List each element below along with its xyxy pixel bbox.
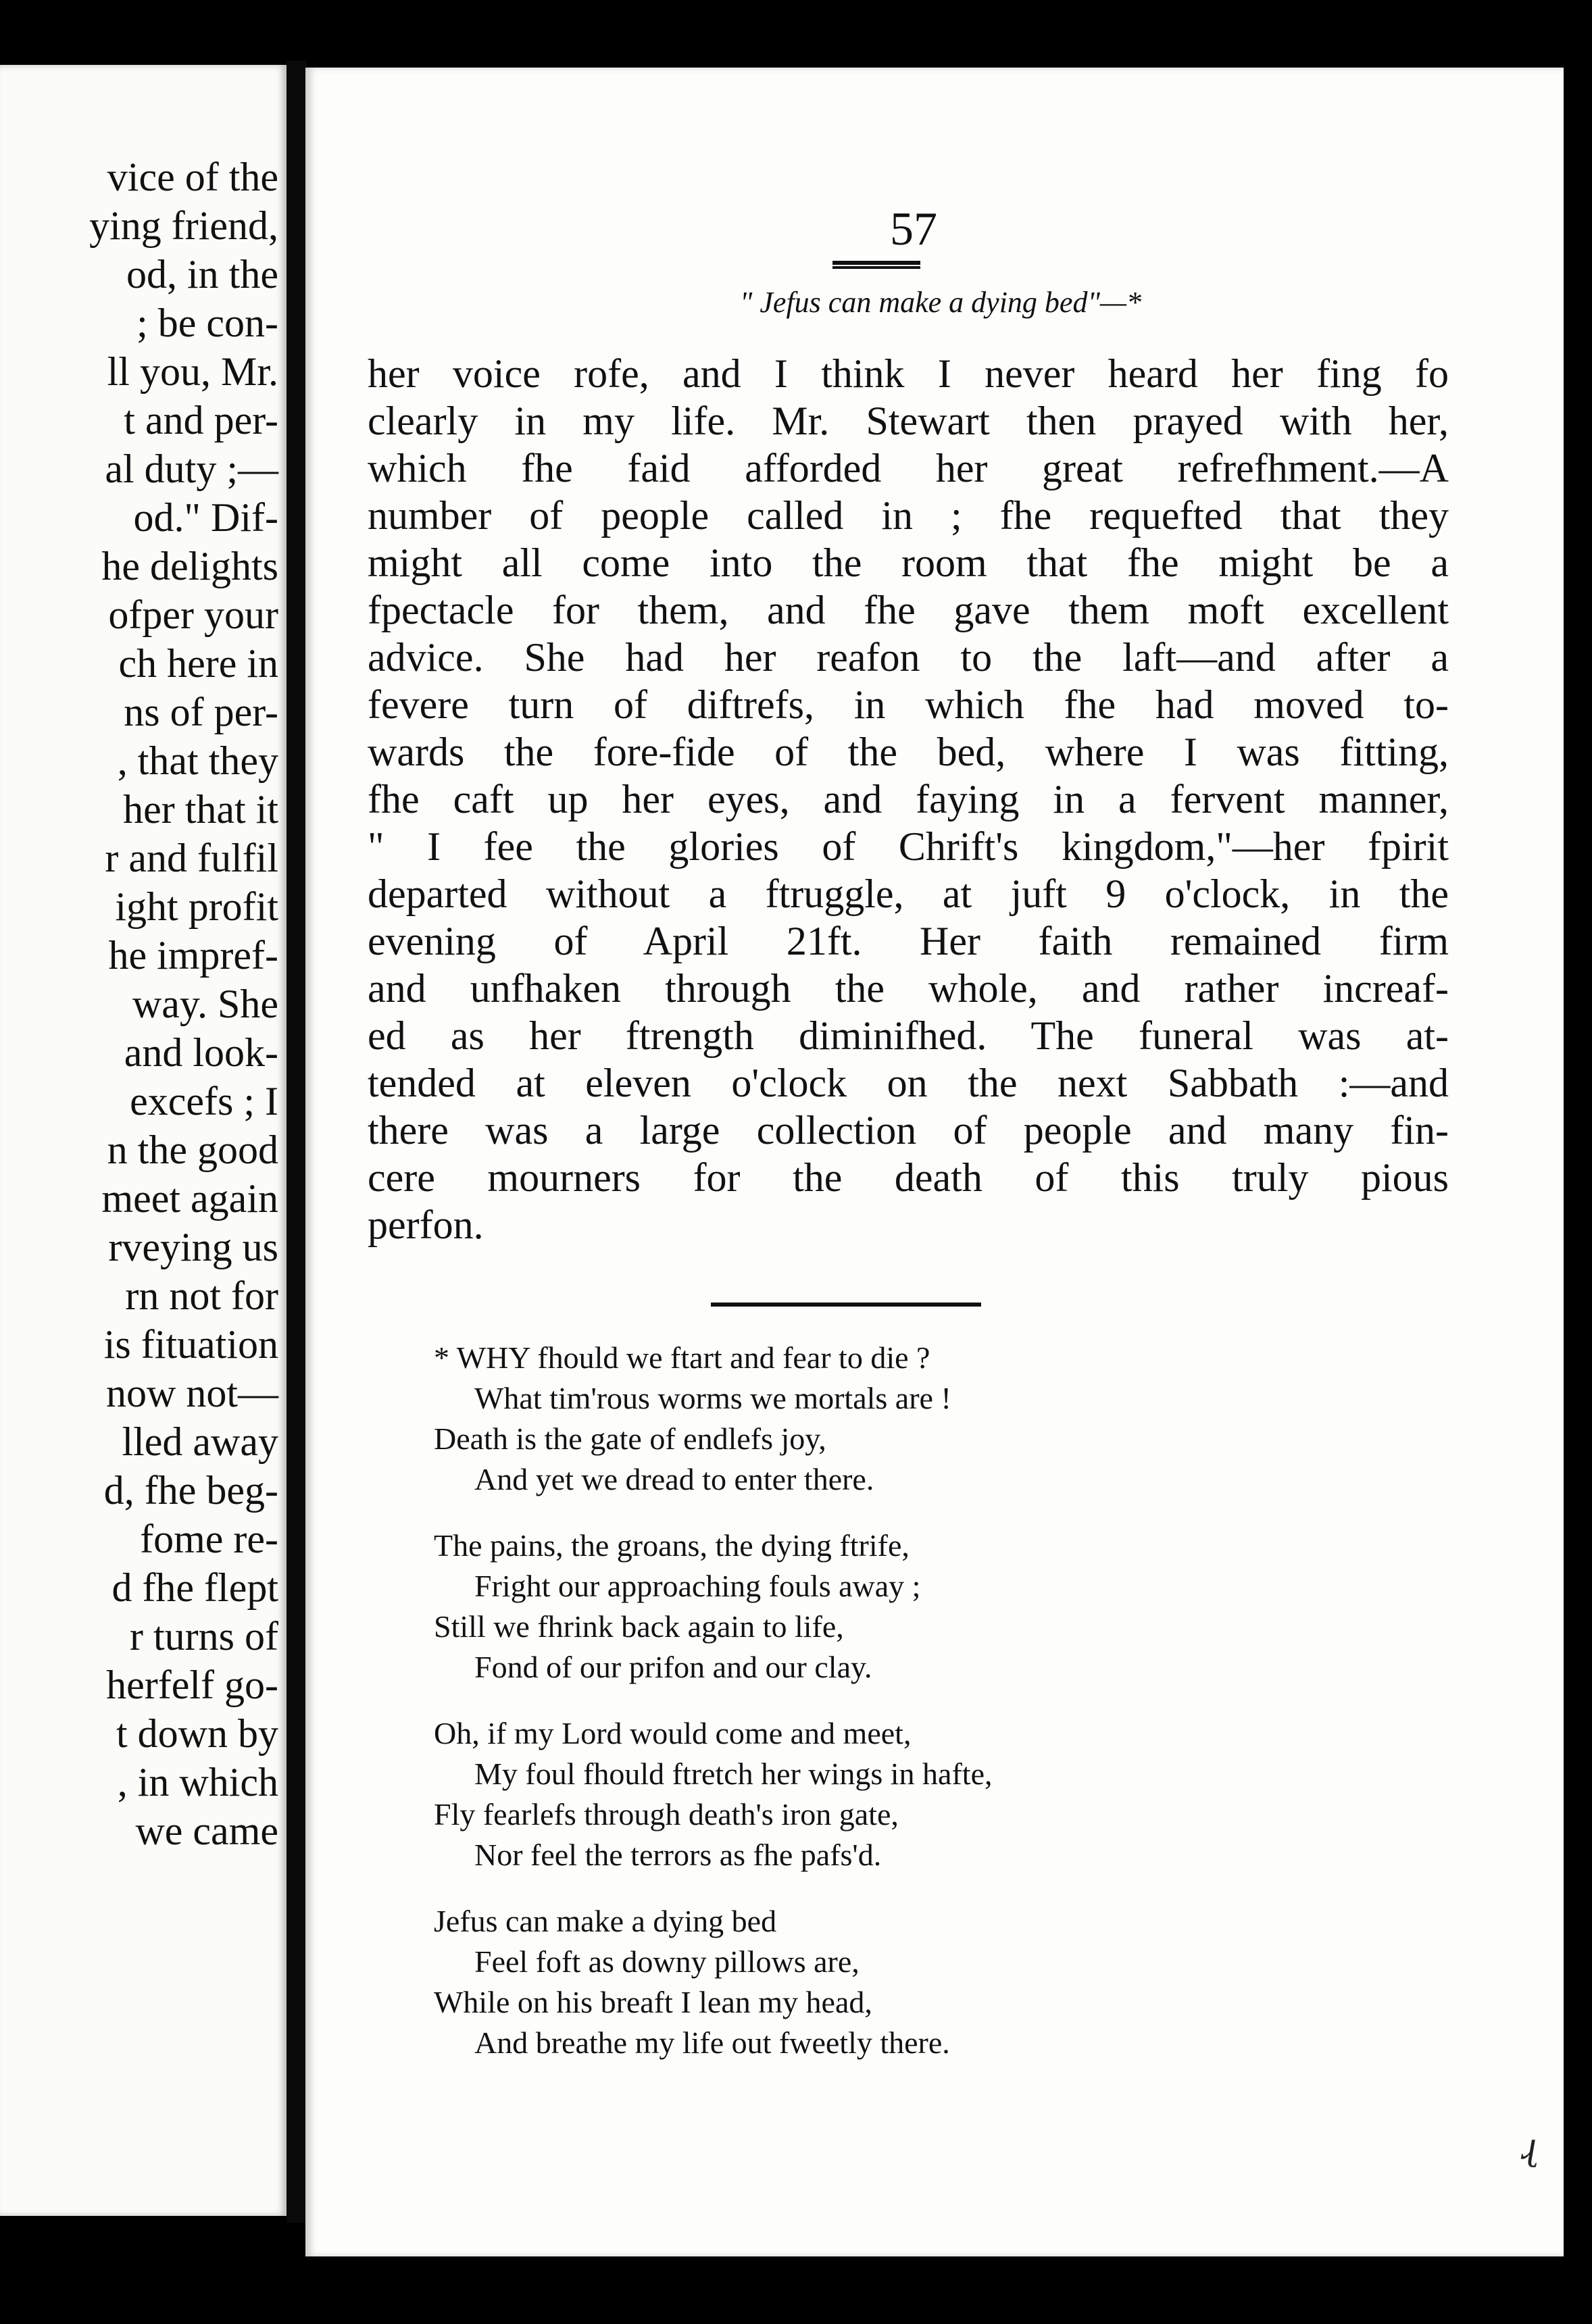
- body-line: ed as her ftrength diminifhed. The funeral was at-: [368, 1013, 1449, 1058]
- hymn-line: The pains, the groans, the dying ftrife,: [434, 1528, 910, 1563]
- left-page-line: excefs ; I: [130, 1079, 278, 1123]
- left-page-line: we came: [135, 1809, 278, 1853]
- left-page-line: d, fhe beg-: [103, 1468, 278, 1513]
- page-number: 57: [890, 203, 937, 255]
- footnote-divider: [711, 1303, 981, 1307]
- hymn-line: And yet we dread to enter there.: [474, 1462, 874, 1496]
- hymn-line: Nor feel the terrors as fhe pafs'd.: [474, 1838, 882, 1872]
- hymn-stanza: [434, 1713, 1245, 1875]
- hymn-stanza: [434, 1901, 1245, 2063]
- left-page-line: t and per-: [124, 398, 278, 443]
- left-page-line: t down by: [116, 1711, 278, 1756]
- left-page-line: ying friend,: [89, 203, 278, 248]
- left-page-line: r and fulfil: [105, 836, 278, 880]
- body-line: and unfhaken through the whole, and rather increaf-: [368, 966, 1449, 1011]
- hymn-stanza: [434, 1525, 1245, 1688]
- body-line: clearly in my life. Mr. Stewart then prayed with her,: [368, 399, 1449, 443]
- left-page-line: , that they: [117, 738, 278, 783]
- body-line: wards the fore-fide of the bed, where I was fitting,: [368, 730, 1449, 774]
- hymn-line: My foul fhould ftretch her wings in hafte,: [474, 1757, 993, 1791]
- left-page-line: ight profit: [115, 884, 278, 929]
- left-page-line: od." Dif-: [133, 495, 278, 540]
- body-line: might all come into the room that fhe might be a: [368, 540, 1449, 585]
- left-page-line: is fituation: [103, 1322, 278, 1367]
- body-line: there was a large collection of people and many fin-: [368, 1108, 1449, 1153]
- left-page-line: now not—: [106, 1371, 278, 1415]
- body-line: advice. She had her reafon to the laft—and after a: [368, 635, 1449, 680]
- hymn-line: Fond of our prifon and our clay.: [474, 1650, 872, 1684]
- body-line: evening of April 21ft. Her faith remained firm: [368, 919, 1449, 963]
- hymn-line: Still we fhrink back again to life,: [434, 1609, 844, 1644]
- left-page-line: r turns of: [130, 1614, 278, 1659]
- hymn-line: Fly fearlefs through death's iron gate,: [434, 1797, 899, 1832]
- page-number-rule: [832, 261, 920, 269]
- body-line: her voice rofe, and I think I never heard her fing fo: [368, 351, 1449, 396]
- hymn-footnote: [434, 1338, 1245, 2089]
- left-page-line: ofper your: [108, 592, 278, 637]
- hymn-stanza: [434, 1338, 1245, 1500]
- body-line: fhe caft up her eyes, and faying in a fervent manner,: [368, 777, 1449, 822]
- left-page-line: and look-: [124, 1030, 278, 1075]
- hymn-line: * WHY fhould we ftart and fear to die ?: [434, 1340, 930, 1375]
- left-page-line: meet again: [101, 1176, 278, 1221]
- hymn-line: What tim'rous worms we mortals are !: [474, 1381, 951, 1415]
- left-page-line: ; be con-: [136, 301, 278, 345]
- left-page-line: d fhe flept: [111, 1565, 278, 1610]
- body-line: perfon.: [368, 1203, 484, 1247]
- body-line: which fhe faid afforded her great refrefhment.—A: [368, 446, 1449, 490]
- page-gutter: [287, 61, 307, 2223]
- left-page-line: al duty ;—: [105, 447, 278, 491]
- body-line: fevere turn of diftrefs, in which fhe had moved to-: [368, 682, 1449, 727]
- left-page-line: od, in the: [126, 252, 278, 297]
- left-page-line: vice of the: [107, 155, 278, 199]
- left-page-line: rveying us: [108, 1225, 278, 1269]
- body-line: departed without a ftruggle, at juft 9 o'clock, in the: [368, 872, 1449, 916]
- hymn-line: And breathe my life out fweetly there.: [474, 2025, 950, 2060]
- left-page-line: he impref-: [108, 933, 278, 978]
- hymn-line: While on his breaft I lean my head,: [434, 1985, 872, 2019]
- body-line: number of people called in ; fhe requefted that they: [368, 493, 1449, 538]
- left-page-line: herfelf go-: [106, 1663, 278, 1707]
- left-page-line: her that it: [123, 787, 278, 832]
- hymn-line: Oh, if my Lord would come and meet,: [434, 1716, 912, 1750]
- left-page-line: rn not for: [125, 1273, 278, 1318]
- body-line: tended at eleven o'clock on the next Sabbath :—and: [368, 1061, 1449, 1105]
- hymn-line: Jefus can make a dying bed: [434, 1904, 777, 1938]
- hymn-line: Death is the gate of endlefs joy,: [434, 1421, 826, 1456]
- left-page-line: ns of per-: [124, 690, 278, 734]
- left-page: [0, 65, 287, 2216]
- running-head: " Jefus can make a dying bed"—*: [739, 286, 1142, 319]
- body-line: cere mourners for the death of this truly pious: [368, 1155, 1449, 1200]
- body-line: fpectacle for them, and fhe gave them moft excellent: [368, 588, 1449, 632]
- left-page-line: ch here in: [118, 641, 278, 686]
- corner-mark: ɻ: [1520, 2123, 1537, 2167]
- left-page-line: way. She: [132, 982, 278, 1026]
- left-page-line: n the good: [107, 1128, 278, 1172]
- left-page-line: lled away: [122, 1419, 278, 1464]
- hymn-line: Feel foft as downy pillows are,: [474, 1944, 860, 1979]
- body-line: " I fee the glories of Chrift's kingdom,"—her fpirit: [368, 824, 1449, 869]
- left-page-line: he delights: [101, 544, 278, 588]
- left-page-line: ll you, Mr.: [107, 349, 278, 394]
- left-page-line: , in which: [117, 1760, 278, 1804]
- right-page: [305, 68, 1564, 2256]
- left-page-line: fome re-: [140, 1517, 278, 1561]
- hymn-line: Fright our approaching fouls away ;: [474, 1569, 921, 1603]
- body-text: [368, 350, 1449, 1248]
